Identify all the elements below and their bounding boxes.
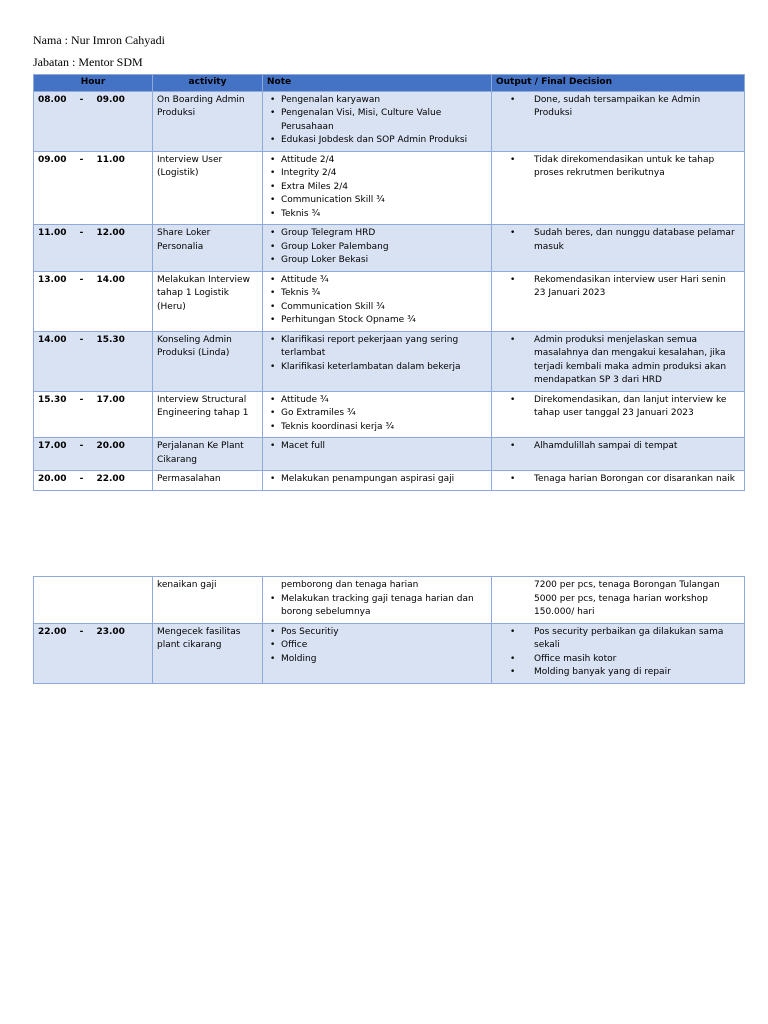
output-cell bbox=[492, 271, 745, 331]
table-row bbox=[34, 151, 745, 225]
table-row bbox=[34, 471, 745, 491]
note-list bbox=[267, 473, 487, 487]
table-row bbox=[34, 623, 745, 683]
time-end: 11.00 bbox=[96, 154, 125, 165]
list-item: • Attitude ¾ bbox=[281, 394, 487, 408]
list-item: • Attitude 2/4 bbox=[281, 154, 487, 168]
activity-cell: Perjalanan Ke Plant Cikarang bbox=[153, 438, 263, 471]
hour-cell bbox=[34, 577, 153, 624]
activity-cell: Konseling Admin Produksi (Linda) bbox=[153, 331, 263, 391]
output-list bbox=[496, 473, 740, 487]
list-item: • Tidak direkomendasikan untuk ke tahap proses rekrutmen berikutnya bbox=[534, 154, 740, 181]
hour-cell: 09.00 - 11.00 bbox=[34, 151, 153, 225]
output-cell bbox=[492, 623, 745, 683]
list-item: • Extra Miles 2/4 bbox=[281, 181, 487, 195]
list-item: • Melakukan penampungan aspirasi gaji bbox=[281, 473, 487, 487]
note-cell bbox=[263, 91, 492, 151]
activity-cell: kenaikan gaji bbox=[153, 577, 263, 624]
list-item: • Molding banyak yang di repair bbox=[534, 666, 740, 680]
list-item: • Teknis koordinasi kerja ¾ bbox=[281, 421, 487, 435]
list-item: • Group Telegram HRD bbox=[281, 227, 487, 241]
list-item: • Direkomendasikan, dan lanjut interview ke tahap user tanggal 23 Januari 2023 bbox=[534, 394, 740, 421]
time-start: 13.00 bbox=[38, 274, 67, 285]
note-cell bbox=[263, 151, 492, 225]
activity-cell: Interview Structural Engineering tahap 1 bbox=[153, 391, 263, 438]
list-item: • Group Loker Bekasi bbox=[281, 254, 487, 268]
list-item: • Molding bbox=[281, 653, 487, 667]
note-list bbox=[267, 593, 487, 620]
list-item: • Perhitungan Stock Opname ¾ bbox=[281, 314, 487, 328]
list-item: • Pengenalan karyawan bbox=[281, 94, 487, 108]
note-text: pemborong dan tenaga harian bbox=[281, 580, 419, 590]
time-start: 11.00 bbox=[38, 228, 67, 238]
time-end: 17.00 bbox=[96, 394, 125, 405]
table-row bbox=[34, 225, 745, 272]
table-header-row bbox=[34, 75, 745, 92]
note-cell bbox=[263, 391, 492, 438]
output-list bbox=[496, 394, 740, 421]
time-end: 20.00 bbox=[96, 441, 125, 451]
time-start: 08.00 bbox=[38, 94, 67, 105]
hour-cell: 17.00 - 20.00 bbox=[34, 438, 153, 471]
output-list bbox=[496, 154, 740, 181]
list-item: • Pos security perbaikan ga dilakukan sama sekali bbox=[534, 626, 740, 653]
list-item: • Communication Skill ¾ bbox=[281, 194, 487, 208]
hour-cell: 22.00 - 23.00 bbox=[34, 623, 153, 683]
time-end: 23.00 bbox=[96, 626, 125, 637]
hour-cell: 13.00 - 14.00 bbox=[34, 271, 153, 331]
list-item: • Communication Skill ¾ bbox=[281, 301, 487, 315]
activity-cell: On Boarding Admin Produksi bbox=[153, 91, 263, 151]
note-cell bbox=[263, 471, 492, 491]
time-end: 14.00 bbox=[96, 274, 125, 285]
column-header-hour: Hour bbox=[34, 75, 153, 92]
list-item: • Integrity 2/4 bbox=[281, 167, 487, 181]
note-list bbox=[267, 154, 487, 222]
list-item: • Teknis ¾ bbox=[281, 287, 487, 301]
hour-cell: 20.00 - 22.00 bbox=[34, 471, 153, 491]
activity-cell: Permasalahan bbox=[153, 471, 263, 491]
time-start: 14.00 bbox=[38, 334, 67, 345]
output-text: 7200 per pcs, tenaga Borongan Tulangan 5000 per pcs, tenaga harian workshop 150.000/ hari bbox=[534, 580, 720, 617]
hour-cell: 15.30 - 17.00 bbox=[34, 391, 153, 438]
output-cell bbox=[492, 331, 745, 391]
note-list bbox=[267, 274, 487, 328]
list-item: • Edukasi Jobdesk dan SOP Admin Produksi bbox=[281, 134, 487, 148]
employee-position: Jabatan : Mentor SDM bbox=[33, 55, 143, 69]
list-item: • Klarifikasi report pekerjaan yang sering terlambat bbox=[281, 334, 487, 361]
note-cell bbox=[263, 438, 492, 471]
output-list bbox=[496, 626, 740, 680]
time-start: 17.00 bbox=[38, 441, 67, 451]
note-cell bbox=[263, 271, 492, 331]
output-cell bbox=[492, 438, 745, 471]
employee-name: Nama : Nur Imron Cahyadi bbox=[33, 33, 165, 47]
table-row bbox=[34, 331, 745, 391]
hour-cell: 11.00 - 12.00 bbox=[34, 225, 153, 272]
output-cell bbox=[492, 151, 745, 225]
table-row bbox=[34, 577, 745, 624]
list-item: • Group Loker Palembang bbox=[281, 241, 487, 255]
list-item: • Macet full bbox=[281, 440, 487, 454]
list-item: • Pos Securitiy bbox=[281, 626, 487, 640]
output-cell bbox=[492, 225, 745, 272]
list-item: • Melakukan tracking gaji tenaga harian dan borong sebelumnya bbox=[281, 593, 487, 620]
list-item: • Office bbox=[281, 639, 487, 653]
time-start: 20.00 bbox=[38, 474, 67, 484]
note-cell bbox=[263, 623, 492, 683]
list-item: • Sudah beres, dan nunggu database pelamar masuk bbox=[534, 227, 740, 254]
note-cell bbox=[263, 577, 492, 624]
list-item: • Klarifikasi keterlambatan dalam bekerja bbox=[281, 361, 487, 375]
column-header-note: Note bbox=[263, 75, 492, 92]
activity-log-table-continued bbox=[33, 576, 745, 684]
activity-cell: Interview User (Logistik) bbox=[153, 151, 263, 225]
list-item: • Teknis ¾ bbox=[281, 208, 487, 222]
table-row bbox=[34, 91, 745, 151]
note-list bbox=[267, 94, 487, 148]
hour-cell: 08.00 - 09.00 bbox=[34, 91, 153, 151]
list-item: • Pengenalan Visi, Misi, Culture Value Perusahaan bbox=[281, 107, 487, 134]
note-cell bbox=[263, 225, 492, 272]
list-item: • Admin produksi menjelaskan semua masalahnya dan mengakui kesalahan, jika terjadi kembali maka admin produksi akan mendapatkan SP 3 dari HRD bbox=[534, 334, 740, 388]
activity-log-table bbox=[33, 74, 745, 491]
column-header-activity: activity bbox=[153, 75, 263, 92]
time-start: 22.00 bbox=[38, 626, 67, 637]
time-start: 15.30 bbox=[38, 394, 67, 405]
output-list bbox=[496, 334, 740, 388]
table-row bbox=[34, 438, 745, 471]
activity-cell: Melakukan Interview tahap 1 Logistik (Heru) bbox=[153, 271, 263, 331]
list-item: • Attitude ¾ bbox=[281, 274, 487, 288]
list-item: • Go Extramiles ¾ bbox=[281, 407, 487, 421]
list-item: • Done, sudah tersampaikan ke Admin Produksi bbox=[534, 94, 740, 121]
note-list bbox=[267, 227, 487, 268]
output-cell bbox=[492, 471, 745, 491]
time-end: 12.00 bbox=[96, 228, 125, 238]
note-list bbox=[267, 440, 487, 454]
note-list bbox=[267, 626, 487, 667]
list-item: • Office masih kotor bbox=[534, 653, 740, 667]
note-list bbox=[267, 334, 487, 375]
output-list bbox=[496, 227, 740, 254]
note-cell bbox=[263, 331, 492, 391]
output-list bbox=[496, 94, 740, 121]
output-cell bbox=[492, 577, 745, 624]
output-list bbox=[496, 274, 740, 301]
table-row bbox=[34, 271, 745, 331]
list-item: • Tenaga harian Borongan cor disarankan naik bbox=[534, 473, 740, 487]
time-end: 09.00 bbox=[96, 94, 125, 105]
list-item: • Rekomendasikan interview user Hari senin 23 Januari 2023 bbox=[534, 274, 740, 301]
table-row bbox=[34, 391, 745, 438]
list-item: • Alhamdulillah sampai di tempat bbox=[534, 440, 740, 454]
activity-cell: Mengecek fasilitas plant cikarang bbox=[153, 623, 263, 683]
time-end: 15.30 bbox=[96, 334, 125, 345]
column-header-output: Output / Final Decision bbox=[492, 75, 745, 92]
output-cell bbox=[492, 91, 745, 151]
time-start: 09.00 bbox=[38, 154, 67, 165]
time-end: 22.00 bbox=[96, 474, 125, 484]
output-cell bbox=[492, 391, 745, 438]
hour-cell: 14.00 - 15.30 bbox=[34, 331, 153, 391]
output-list bbox=[496, 440, 740, 454]
note-list bbox=[267, 394, 487, 435]
activity-cell: Share Loker Personalia bbox=[153, 225, 263, 272]
